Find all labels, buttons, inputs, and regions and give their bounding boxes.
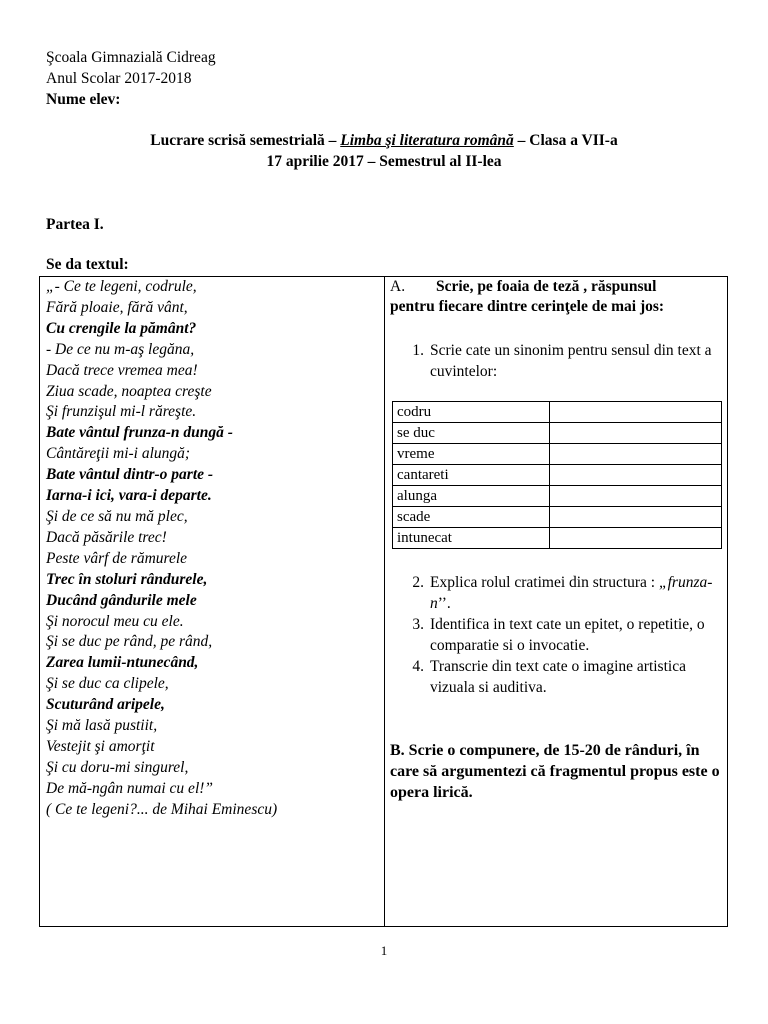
synonym-row — [393, 402, 722, 423]
synonym-answer-cell[interactable] — [550, 402, 722, 423]
poem-text — [46, 277, 380, 821]
poem-line: Zarea lumii-ntunecând, — [46, 654, 199, 672]
question-2 — [400, 573, 725, 614]
synonym-answer-cell[interactable] — [550, 423, 722, 444]
column-divider — [384, 276, 385, 927]
q2-post: ’’. — [437, 594, 451, 612]
question-3 — [400, 615, 725, 656]
q4-text: Transcrie din text cate o imagine artistica vizuala si auditiva. — [430, 658, 686, 696]
synonym-answer-cell[interactable] — [550, 444, 722, 465]
instruction-line-1: Scrie, pe foaia de teză , răspunsul — [436, 278, 657, 295]
word-cell: vreme — [393, 444, 550, 465]
section-a-label: A. — [390, 278, 406, 295]
given-text-label: Se da textul: — [46, 256, 129, 273]
q4-number: 4. — [412, 658, 424, 675]
synonym-answer-cell[interactable] — [550, 465, 722, 486]
exam-title — [0, 131, 768, 151]
poem-line: Dacă păsările trec! — [46, 528, 167, 546]
word-cell: alunga — [393, 486, 550, 507]
poem-line: ( Ce te legeni?... de Mihai Eminescu) — [46, 800, 278, 818]
poem-line: Bate vântul dintr-o parte - — [46, 466, 214, 484]
poem-line: Fără ploaie, fără vânt, — [46, 298, 188, 316]
poem-line: Scuturând aripele, — [46, 696, 165, 714]
exam-date: 17 aprilie 2017 – Semestrul al II-lea — [266, 153, 502, 170]
poem-line: Şi mă lasă pustiit, — [46, 717, 158, 735]
q3-number: 3. — [412, 616, 424, 633]
section-b: B. Scrie o compunere, de 15-20 de rânduri, în care să argumentezi că fragmentul propus este o opera lirică. — [390, 742, 720, 801]
synonym-table — [392, 401, 722, 549]
synonym-row — [393, 465, 722, 486]
poem-line: Ziua scade, noaptea creşte — [46, 382, 212, 400]
word-cell: codru — [393, 402, 550, 423]
question-1 — [400, 341, 725, 382]
page-number: 1 — [380, 943, 388, 958]
word-cell: scade — [393, 507, 550, 528]
title-subject: Limba şi literatura română — [340, 132, 514, 149]
question-4 — [400, 657, 725, 698]
section-a-instruction — [390, 277, 724, 317]
poem-line: Şi norocul meu cu ele. — [46, 612, 184, 630]
q3-text: Identifica in text cate un epitet, o repetitie, o comparatie si o invocatie. — [430, 616, 705, 654]
synonym-row — [393, 486, 722, 507]
poem-line: „- Ce te legeni, codrule, — [46, 278, 197, 295]
synonym-answer-cell[interactable] — [550, 528, 722, 549]
synonym-answer-cell[interactable] — [550, 507, 722, 528]
poem-line: Şi frunzişul mi-l răreşte. — [46, 403, 197, 421]
poem-line: Iarna-i ici, vara-i departe. — [46, 487, 212, 505]
poem-line: Peste vârf de rămurele — [46, 549, 188, 567]
part-heading: Partea I. — [46, 216, 104, 233]
school-year: Anul Scolar 2017-2018 — [46, 70, 192, 87]
poem-line: Şi se duc pe rând, pe rând, — [46, 633, 213, 651]
q2-word: „frunza-n — [430, 574, 713, 612]
poem-line: De mă-ngân numai cu el!” — [46, 779, 214, 797]
poem-line: Şi cu doru-mi singurel, — [46, 758, 189, 776]
instruction-line-2: pentru fiecare dintre cerinţele de mai jos: — [390, 298, 665, 315]
word-cell: cantareti — [393, 465, 550, 486]
q2-text — [430, 573, 725, 614]
word-cell: se duc — [393, 423, 550, 444]
poem-line: Vestejit şi amorţit — [46, 737, 155, 755]
poem-line: Cântăreţii mi-i alungă; — [46, 445, 191, 463]
poem-line: Şi se duc ca clipele, — [46, 675, 169, 693]
poem-line: - De ce nu m-aş legăna, — [46, 340, 195, 358]
synonym-answer-cell[interactable] — [550, 486, 722, 507]
poem-line: Dacă trece vremea mea! — [46, 361, 198, 379]
student-name-label: Nume elev: — [46, 91, 121, 108]
q1-text: Scrie cate un sinonim pentru sensul din text a cuvintelor: — [430, 342, 712, 380]
poem-line: Şi de ce să nu mă plec, — [46, 507, 188, 525]
poem-line: Ducând gândurile mele — [46, 591, 197, 609]
synonym-row — [393, 444, 722, 465]
poem-line: Trec în stoluri rândurele, — [46, 570, 208, 588]
school-name: Şcoala Gimnazială Cidreag — [46, 49, 216, 66]
word-cell: intunecat — [393, 528, 550, 549]
poem-line: Bate vântul frunza-n dungă - — [46, 424, 233, 442]
poem-line: Cu crengile la pământ? — [46, 319, 197, 337]
q1-number: 1. — [412, 342, 424, 359]
synonym-row — [393, 528, 722, 549]
q2-pre: Explica rolul cratimei din structura : — [430, 574, 659, 591]
title-suffix: – Clasa a VII-a — [513, 132, 618, 149]
synonym-row — [393, 423, 722, 444]
title-prefix: Lucrare scrisă semestrială – — [150, 132, 341, 149]
q2-number: 2. — [412, 574, 424, 591]
synonym-row — [393, 507, 722, 528]
